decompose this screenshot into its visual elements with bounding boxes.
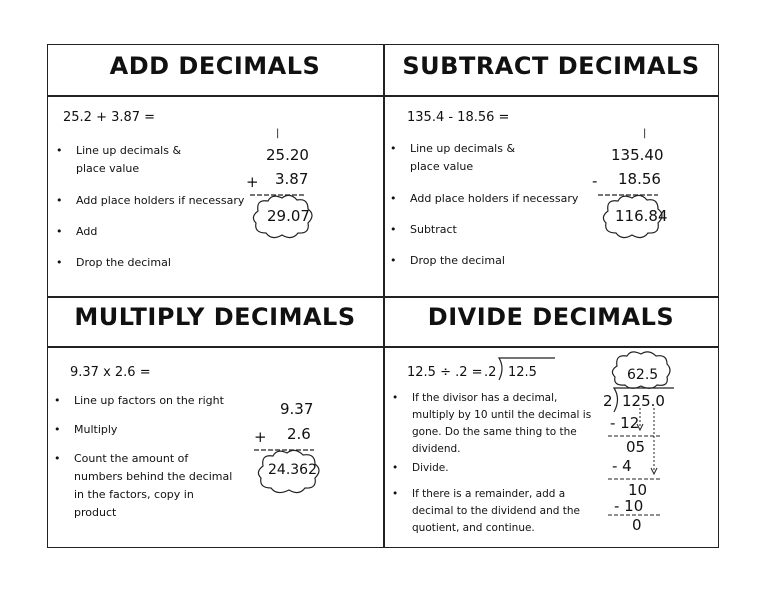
add-step-1: • Line up decimals & — [76, 142, 181, 159]
divide-quotient: 62.5 — [627, 367, 659, 383]
divide-step-3: • If there is a remainder, add a — [412, 486, 565, 503]
subtract-sum-rule — [596, 192, 660, 198]
divide-inline-dividend: 12.5 — [508, 365, 537, 380]
add-top-number: 25.20 — [266, 146, 309, 164]
subtract-step-3: • Subtract — [410, 221, 457, 238]
multiply-step-3: • Count the amount of — [74, 450, 188, 467]
divide-step-1c: gone. Do the same thing to the — [412, 426, 577, 438]
divide-step-1d: dividend. — [412, 443, 461, 455]
multiply-operator: + — [254, 428, 267, 446]
divide-step-1b: multiply by 10 until the decimal is — [412, 409, 592, 421]
divide-step-line-2: 05 — [626, 438, 646, 456]
divider-middle — [47, 296, 719, 298]
add-result: 29.07 — [267, 207, 310, 225]
multiply-equation: 9.37 x 2.6 = — [70, 365, 151, 380]
multiply-top-number: 9.37 — [280, 400, 314, 418]
divide-step-line-6: 0 — [632, 516, 642, 534]
add-step-2: • Add place holders if necessary — [76, 192, 244, 209]
divide-step-line-3: - 4 — [612, 457, 632, 475]
divide-inline-divisor: .2 — [484, 365, 497, 380]
subtract-step-2: • Add place holders if necessary — [410, 190, 578, 207]
divide-divisor: 2 — [603, 392, 613, 410]
multiply-step-3b: numbers behind the decimal — [74, 470, 233, 483]
divide-step-line-4: 10 — [628, 481, 648, 499]
subtract-equation: 135.4 - 18.56 = — [407, 110, 510, 125]
subtract-result: 116.84 — [615, 207, 668, 225]
multiply-step-3c: in the factors, copy in — [74, 488, 194, 501]
divide-step-3c: quotient, and continue. — [412, 522, 535, 534]
add-step-3: • Add — [76, 223, 97, 240]
add-equation: 25.2 + 3.87 = — [63, 110, 156, 125]
divide-step-line-5: - 10 — [614, 497, 644, 515]
add-sum-rule — [248, 192, 308, 198]
subtract-bottom-number: 18.56 — [618, 170, 661, 188]
subtract-title: SUBTRACT DECIMALS — [402, 52, 700, 80]
subtract-step-4: • Drop the decimal — [410, 252, 505, 269]
divide-title: DIVIDE DECIMALS — [427, 303, 675, 331]
add-bottom-number: 3.87 — [275, 170, 309, 188]
divide-dividend: 125.0 — [622, 392, 665, 410]
divide-step-3b: decimal to the dividend and the — [412, 505, 580, 517]
multiply-step-3d: product — [74, 506, 117, 519]
multiply-sum-rule — [252, 447, 316, 453]
divider-lower — [47, 346, 719, 348]
multiply-bottom-number: 2.6 — [287, 425, 311, 443]
add-step-4: • Drop the decimal — [76, 254, 171, 271]
divide-step-1: • If the divisor has a decimal, — [412, 390, 557, 407]
add-operator: + — [246, 173, 259, 191]
divide-step-line-1: - 12 — [610, 414, 640, 432]
divide-step-2: • Divide. — [412, 460, 449, 477]
multiply-step-2: • Multiply — [74, 421, 117, 438]
add-step-1b: place value — [76, 162, 140, 175]
multiply-result: 24.362 — [268, 462, 317, 478]
subtract-top-number: 135.40 — [611, 146, 664, 164]
multiply-step-1: • Line up factors on the right — [74, 392, 224, 409]
subtract-decimal-tick: | — [643, 128, 647, 139]
subtract-step-1: • Line up decimals & — [410, 140, 515, 157]
add-title: ADD DECIMALS — [109, 52, 321, 80]
divider-top — [47, 95, 719, 97]
multiply-title: MULTIPLY DECIMALS — [74, 303, 356, 331]
divide-equation: 12.5 ÷ .2 = — [407, 365, 483, 380]
subtract-operator: - — [592, 172, 598, 190]
subtract-step-1b: place value — [410, 160, 474, 173]
add-decimal-tick: | — [276, 128, 280, 139]
